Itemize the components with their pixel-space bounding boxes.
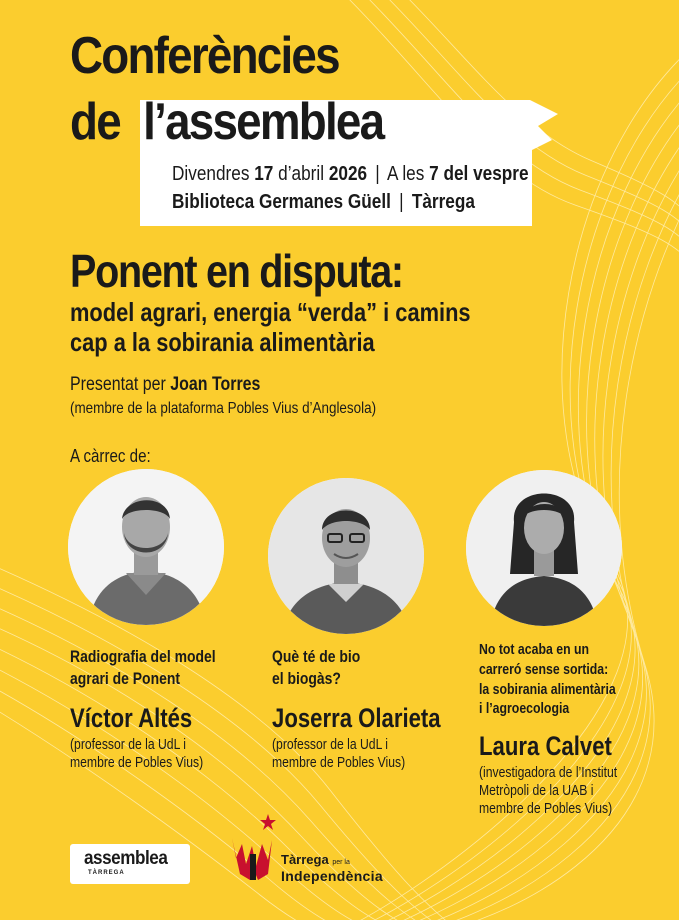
talk-line: agrari de Ponent <box>70 669 180 689</box>
event-year: 2026 <box>328 163 368 185</box>
role-line: membre de Pobles Vius) <box>272 755 406 772</box>
speaker-name: Joserra Olarieta <box>272 703 441 733</box>
role-line: (professor de la UdL i <box>272 737 388 753</box>
talk-line: Radiografia del model <box>70 647 216 666</box>
presenter-line <box>70 374 260 396</box>
tpi-word-perla: per la <box>332 859 350 866</box>
assemblea-logo-word: assemblea <box>84 848 168 869</box>
talk-line: el biogàs? <box>272 669 341 689</box>
presenter-prefix: Presentat per <box>70 374 166 395</box>
topic-subtitle-line2: cap a la sobirania alimentària <box>70 327 375 357</box>
series-title-highlight: l’assemblea <box>143 93 384 151</box>
tarrega-independencia-line2: Independència <box>281 868 383 884</box>
talk-line: No tot acaba en un <box>479 641 590 658</box>
role-line: Metròpoli de la UAB i <box>479 783 594 800</box>
topic-title: Ponent en disputa: <box>70 245 403 297</box>
speaker-talk-title <box>272 646 360 690</box>
event-datetime <box>172 163 529 186</box>
assemblea-logo-sub: TÀRREGA <box>88 870 125 876</box>
speaker-photo-laura <box>466 470 622 626</box>
speaker-role <box>479 764 617 818</box>
speaker-talk-title <box>479 640 616 719</box>
event-location <box>172 191 475 214</box>
talk-line: carreró sense sortida: <box>479 660 609 678</box>
event-day-name: Divendres <box>172 163 250 185</box>
speaker-role <box>70 736 203 772</box>
tarrega-emblem-icon <box>228 814 278 884</box>
speaker-photo-joserra <box>268 478 424 634</box>
event-venue: Biblioteca Germanes Güell <box>172 191 391 213</box>
series-title-line2 <box>70 93 384 151</box>
tarrega-independencia-line1 <box>281 852 350 867</box>
speaker-name: Laura Calvet <box>479 731 612 761</box>
assemblea-logo <box>70 844 190 884</box>
role-line: membre de Pobles Vius) <box>479 801 613 818</box>
series-title-line1: Conferències <box>70 27 339 85</box>
talk-line: Què té de bio <box>272 647 361 666</box>
speaker-photo-victor <box>68 469 224 625</box>
event-time: 7 del vespre <box>429 163 529 185</box>
speaker-talk-title <box>70 646 216 690</box>
speaker-name: Víctor Altés <box>70 703 193 733</box>
separator: | <box>375 163 380 185</box>
speakers-label: A càrrec de: <box>70 446 151 466</box>
presenter-role: (membre de la plataforma Pobles Vius d’Anglesola) <box>70 400 377 417</box>
separator: | <box>399 191 404 213</box>
talk-line: i l’agroecologia <box>479 700 570 718</box>
role-line: (professor de la UdL i <box>70 737 186 753</box>
role-line: membre de Pobles Vius) <box>70 755 204 772</box>
event-time-prefix: A les <box>387 163 425 185</box>
event-city: Tàrrega <box>411 191 475 213</box>
series-title-prefix: de <box>70 93 120 151</box>
speaker-role <box>272 736 405 772</box>
role-line: (investigadora de l’Institut <box>479 765 618 781</box>
topic-subtitle-line1: model agrari, energia “verda” i camins <box>70 297 471 327</box>
presenter-name: Joan Torres <box>170 374 261 395</box>
tpi-word-tarrega: Tàrrega <box>281 852 329 867</box>
event-day-number: 17 <box>254 163 274 185</box>
event-month: d’abril <box>278 163 325 185</box>
talk-line: la sobirania alimentària <box>479 680 616 698</box>
